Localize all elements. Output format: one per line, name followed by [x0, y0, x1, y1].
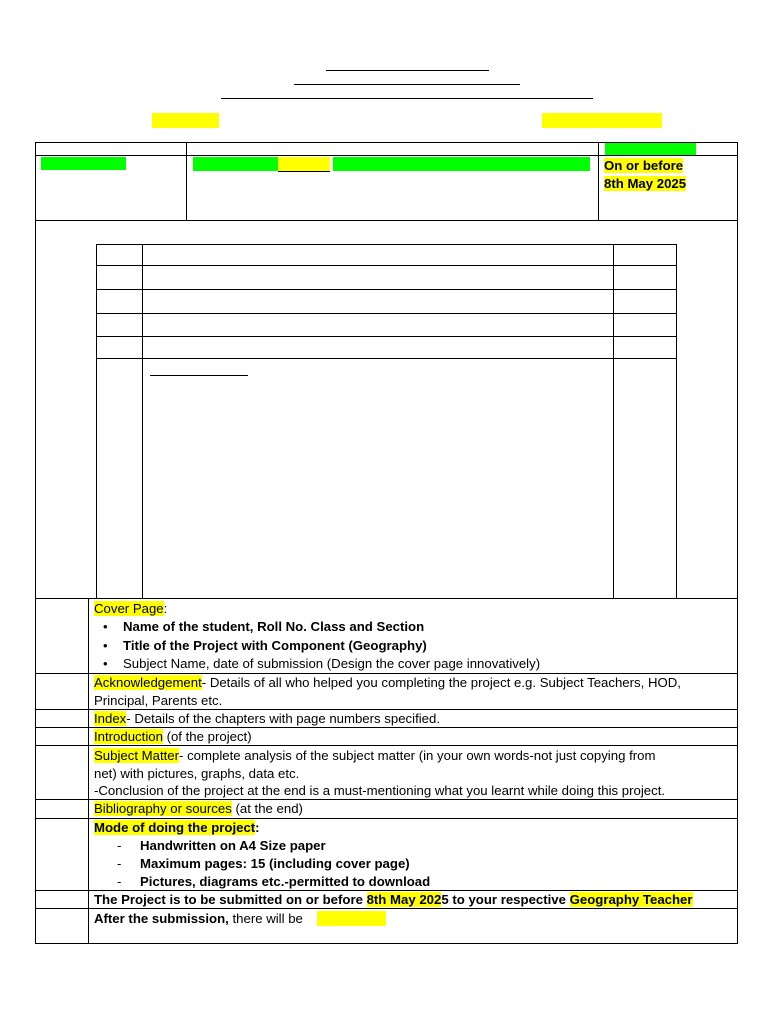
bullet-icon: •: [103, 619, 108, 634]
index-line: Index- Details of the chapters with page numbers specified.: [94, 711, 440, 726]
deadline-line-1: On or before: [604, 158, 684, 173]
inner-col-divider-2: [613, 244, 614, 599]
redacted-yellow-cell-2: [278, 157, 330, 171]
dash-icon: -: [117, 838, 122, 853]
submission-line: The Project is to be submitted on or before 8th May 2025 to your respective Geography Teacher: [94, 892, 693, 907]
bullet-icon: •: [103, 638, 108, 653]
redacted-highlight-right: [542, 113, 662, 128]
bullet-icon: •: [103, 656, 108, 671]
introduction-line: Introduction (of the project): [94, 729, 252, 744]
dash-icon: -: [117, 874, 122, 889]
inner-row-divider: [96, 336, 677, 337]
inner-underline: [150, 375, 248, 376]
mode-item-1: Handwritten on A4 Size paper: [140, 838, 326, 853]
header-rule-1: [326, 70, 489, 71]
acknowledgement-line-1: Acknowledgement- Details of all who helped you completing the project e.g. Subject Teachers, HOD,: [94, 675, 681, 690]
acknowledgement-line-2: Principal, Parents etc.: [94, 693, 223, 708]
redacted-green-cell-1: [41, 157, 126, 170]
mode-heading: Mode of doing the project:: [94, 820, 260, 835]
section-divider: [35, 598, 738, 599]
mode-item-2: Maximum pages: 15 (including cover page): [140, 856, 410, 871]
cover-item-1: Name of the student, Roll No. Class and Section: [123, 619, 425, 634]
redacted-green-cell-2a: [193, 157, 278, 171]
subject-matter-line-3: -Conclusion of the project at the end is a must-mentioning what you learnt while doing this project.: [94, 783, 666, 798]
inner-row-divider: [96, 289, 677, 290]
table-row1-bottom: [35, 220, 738, 221]
bibliography-line: Bibliography or sources (at the end): [94, 801, 303, 816]
inner-col-divider-1: [142, 244, 143, 599]
cover-item-2: Title of the Project with Component (Geography): [123, 638, 427, 653]
cover-page-heading: Cover Page:: [94, 601, 168, 616]
redacted-green-cell-2b: [333, 157, 590, 171]
inner-row-divider: [96, 265, 677, 266]
lower-col-divider: [88, 598, 89, 944]
subject-matter-line-2: net) with pictures, graphs, data etc.: [94, 766, 300, 781]
subject-matter-line-1: Subject Matter- complete analysis of the subject matter (in your own words-not just copying from: [94, 748, 656, 763]
table-col-divider-1: [186, 142, 187, 221]
inner-row-divider: [96, 358, 677, 359]
header-rule-3: [221, 98, 593, 99]
inner-row-divider: [96, 313, 677, 314]
mode-item-3: Pictures, diagrams etc.-permitted to download: [140, 874, 431, 889]
deadline-line-2: 8th May 2025: [604, 176, 687, 191]
redacted-highlight-left: [152, 113, 219, 128]
redacted-green-header: [605, 143, 696, 155]
table-header-divider: [35, 155, 738, 156]
dash-icon: -: [117, 856, 122, 871]
cover-item-3: Subject Name, date of submission (Design the cover page innovatively): [123, 656, 541, 671]
redacted-underline: [278, 171, 330, 172]
inner-table: [96, 244, 677, 599]
header-rule-2: [294, 84, 520, 85]
redacted-highlight-after: [317, 911, 386, 926]
after-submission-line: After the submission, there will be: [94, 911, 303, 926]
table-col-divider-2: [598, 142, 599, 221]
